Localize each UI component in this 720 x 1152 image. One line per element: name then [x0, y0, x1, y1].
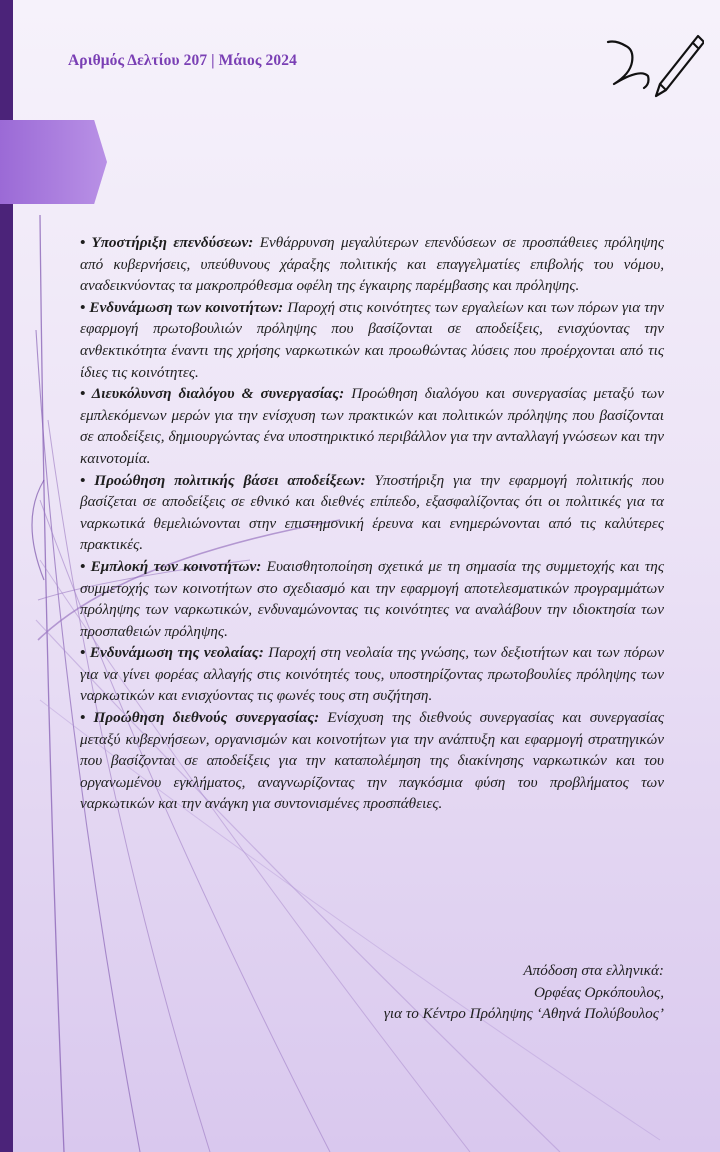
main-content — [80, 232, 664, 815]
list-item — [80, 642, 664, 707]
credit-line-1: Απόδοση στα ελληνικά: — [523, 962, 664, 979]
header-tab — [0, 120, 107, 204]
item-title: • Εμπλοκή των κοινοτήτων: — [80, 557, 262, 575]
list-item — [80, 297, 664, 383]
item-title: • Προώθηση πολιτικής βάσει αποδείξεων: — [80, 471, 366, 489]
item-text: Υποστήριξη για την εφαρμογή πολιτικής που βασίζεται σε αποδείξεις σε εθνικό και διεθνές επίπεδο, εξασφαλίζοντας ότι οι πολιτικές για τα ναρκωτικά θεμελιώνονται στην επιστημονική έρευνα και ενημερώνονται από τις καλύτερες πρακτικές. — [80, 471, 664, 554]
list-item — [80, 470, 664, 556]
item-title: • Ενδυνάμωση των κοινοτήτων: — [80, 298, 284, 316]
credit-line-2: Ορφέας Ορκόπουλος, — [533, 983, 664, 1001]
list-item — [80, 383, 664, 469]
list-item — [80, 556, 664, 642]
item-text: Ενθάρρυνση μεγαλύτερων επενδύσεων σε προσπάθειες πρόληψης από κυβερνήσεις, υπεύθυνους χάραξης πολιτικής και επαγγελματίες επιβολής του νόμου, αναδεικνύοντας τα μακροπρόθεσμα οφέλη της έγκαιρης παρέμβασης και πρόληψης. — [80, 234, 664, 295]
item-text: Ενίσχυση της διεθνούς συνεργασίας και συνεργασίας μεταξύ κυβερνήσεων, οργανισμών και κοινοτήτων για την ανάπτυξη και εφαρμογή στρατηγικών που βασίζονται σε αποδείξεις για την καταπολέμηση της διακίνησης ναρκωτικών και του οργανωμένου εγκλήματος, αναγνωρίζοντας την παγκόσμια φύση του προβλήματος των ναρκωτικών και την ανάγκη για συντονισμένες προσπάθειες. — [80, 709, 665, 813]
item-text: Ευαισθητοποίηση σχετικά με τη σημασία της συμμετοχής και της συμμετοχής των κοινοτήτων στο σχεδιασμό και την εφαρμογή αποτελεσματικών προγραμμάτων πρόληψης των ναρκωτικών, ενδυναμώνοντας τις κοινότητες να αναλάβουν την ιδιοκτησία των προσπαθειών πρόληψης. — [80, 557, 664, 640]
item-title: • Υποστήριξη επενδύσεων: — [80, 234, 254, 251]
item-title: • Διευκόλυνση διαλόγου & συνεργασίας: — [80, 385, 345, 403]
list-item — [80, 707, 664, 815]
item-text: Παροχή στη νεολαία της γνώσης, των δεξιοτήτων και των πόρων για να γίνει φορέας αλλαγής στις κοινότητές τους, υποστηρίζοντας πρωτοβουλίες πρόληψης των ναρκωτικών και ενισχύοντας τις φωνές τους στη συζήτηση. — [80, 644, 665, 705]
item-title: • Προώθηση διεθνούς συνεργασίας: — [80, 709, 320, 727]
item-text: Προώθηση διαλόγου και συνεργασίας μεταξύ των εμπλεκόμενων μερών για την ενίσχυση των πρακτικών και πολιτικών πρόληψης που βασίζονται σε αποδείξεις, δημιουργώντας ένα υποστηρικτικό περιβάλλον για την ανταλλαγή γνώσεων και την καινοτομία. — [80, 385, 665, 467]
translation-credit — [384, 960, 664, 1025]
list-item — [80, 232, 664, 297]
item-text: Παροχή στις κοινότητες των εργαλείων και των πόρων για την εφαρμογή πρωτοβουλιών πρόληψης που βασίζονται σε αποδείξεις, ενισχύοντας την ανθεκτικότητα έναντι της χρήσης ναρκωτικών και προωθώντας λύσεις που προέρχονται από τις ίδιες τις κοινότητες. — [80, 298, 665, 381]
bulletin-number: Αριθμός Δελτίου 207 | Μάιος 2024 — [68, 52, 297, 69]
pen-signature-icon — [604, 28, 704, 100]
credit-line-3: για το Κέντρο Πρόληψης ‘Αθηνά Πολύβουλος’ — [383, 1005, 664, 1023]
item-title: • Ενδυνάμωση της νεολαίας: — [80, 644, 264, 662]
